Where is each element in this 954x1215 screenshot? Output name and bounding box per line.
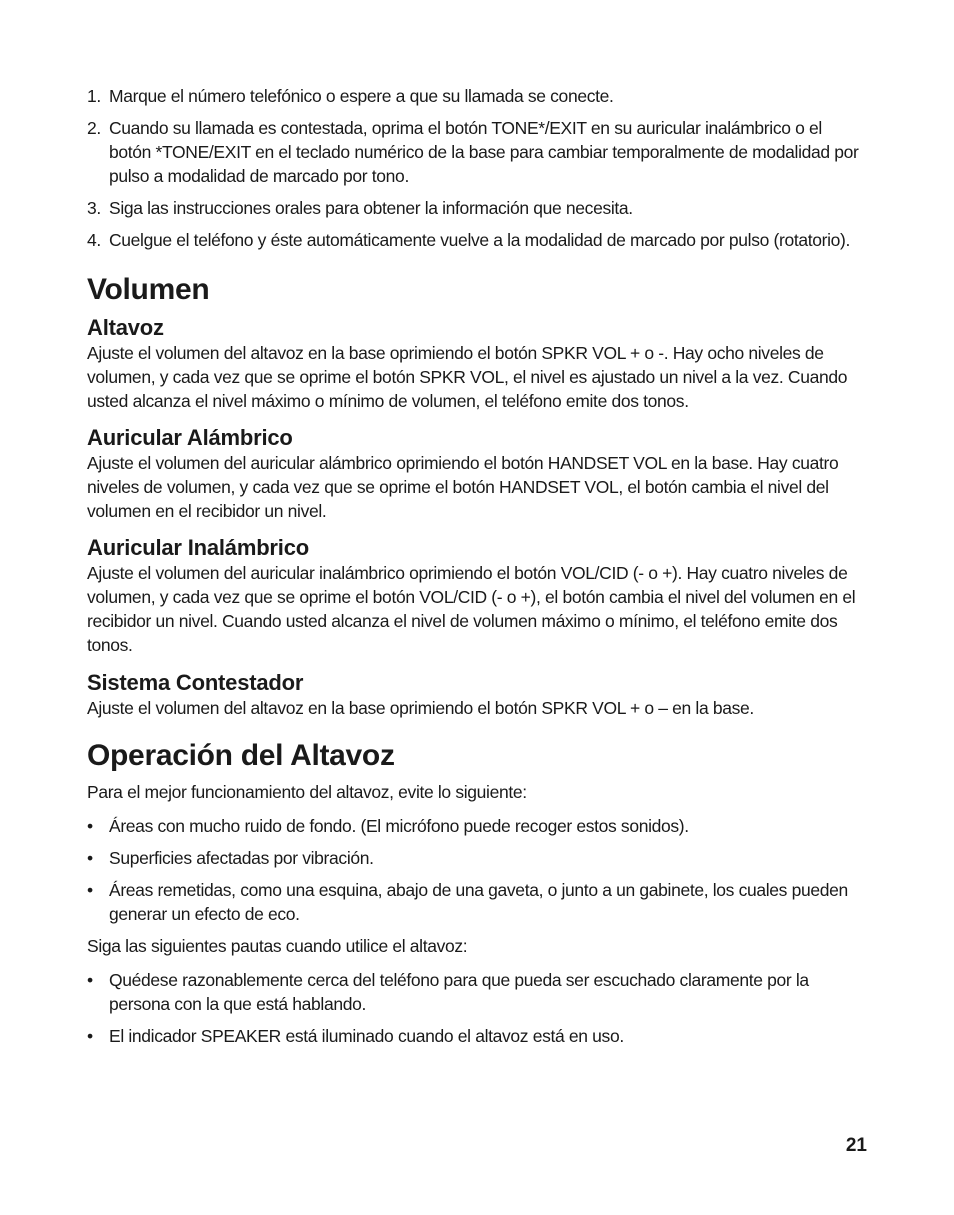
list-item [87,1024,867,1048]
bullet-icon: • [87,848,93,868]
list-item-text: Quédese razonablemente cerca del teléfono para que pueda ser escuchado claramente por la persona con la que está hablando. [109,970,809,1014]
list-item-text: Áreas remetidas, como una esquina, abajo de una gaveta, o junto a un gabinete, los cuales pueden generar un efecto de eco. [109,880,848,924]
list-item-text: Superficies afectadas por vibración. [109,848,374,868]
guidelines-intro: Siga las siguientes pautas cuando utilice el altavoz: [87,936,468,956]
step-text: Cuando su llamada es contestada, oprima el botón TONE*/EXIT en su auricular inalámbrico o el botón *TONE/EXIT en el teclado numérico de la base para cambiar temporalmente de modalidad por pulso a modalidad de marcado por tono. [109,118,859,186]
list-item-text: Áreas con mucho ruido de fondo. (El micrófono puede recoger estos sonidos). [109,816,689,836]
step-number: 2. [87,118,101,138]
operacion-heading: Operación del Altavoz [87,739,395,772]
list-item-text: El indicador SPEAKER está iluminado cuando el altavoz está en uso. [109,1026,624,1046]
altavoz-subheading: Altavoz [87,315,164,340]
step-text: Marque el número telefónico o espere a que su llamada se conecte. [109,86,614,106]
operacion-intro: Para el mejor funcionamiento del altavoz, evite lo siguiente: [87,782,527,802]
avoid-list [87,814,867,926]
auricular-inalambrico-subheading: Auricular Inalámbrico [87,535,309,560]
page-number: 21 [845,1135,867,1156]
step-item [87,116,867,188]
step-number: 1. [87,86,101,106]
altavoz-paragraph: Ajuste el volumen del altavoz en la base oprimiendo el botón SPKR VOL + o -. Hay ocho niveles de volumen, y cada vez que se oprime el botón SPKR VOL, el nivel es ajustado un nivel a la vez. Cuando usted alcanza el nivel máximo o mínimo de volumen, el teléfono emite dos tonos. [87,343,848,411]
step-item [87,196,867,220]
bullet-icon: • [87,880,93,900]
list-item [87,846,867,870]
bullet-icon: • [87,970,93,990]
list-item [87,968,867,1016]
step-item [87,84,867,108]
step-item [87,228,867,252]
step-number: 4. [87,230,101,250]
numbered-steps [87,84,867,252]
page-content [87,84,867,1056]
auricular-inalambrico-paragraph: Ajuste el volumen del auricular inalámbrico oprimiendo el botón VOL/CID (- o +). Hay cuatro niveles de volumen, y cada vez que se oprime el botón VOL/CID (- o +), el botón cambia el nivel del volumen en el recibidor un nivel. Cuando usted alcanza el nivel de volumen máximo o mínimo, el teléfono emite dos tonos. [87,563,856,655]
auricular-alambrico-paragraph: Ajuste el volumen del auricular alámbrico oprimiendo el botón HANDSET VOL en la base. Hay cuatro niveles de volumen, y cada vez que se oprime el botón HANDSET VOL, el botón cambia el nivel del volumen en el recibidor un nivel. [87,453,839,521]
list-item [87,814,867,838]
guidelines-list [87,968,867,1048]
bullet-icon: • [87,1026,93,1046]
step-text: Cuelgue el teléfono y éste automáticamente vuelve a la modalidad de marcado por pulso (rotatorio). [109,230,851,250]
step-number: 3. [87,198,101,218]
sistema-contestador-subheading: Sistema Contestador [87,670,304,695]
volumen-heading: Volumen [87,273,210,306]
bullet-icon: • [87,816,93,836]
auricular-alambrico-subheading: Auricular Alámbrico [87,425,293,450]
sistema-contestador-paragraph: Ajuste el volumen del altavoz en la base oprimiendo el botón SPKR VOL + o – en la base. [87,698,754,718]
list-item [87,878,867,926]
step-text: Siga las instrucciones orales para obtener la información que necesita. [109,198,633,218]
